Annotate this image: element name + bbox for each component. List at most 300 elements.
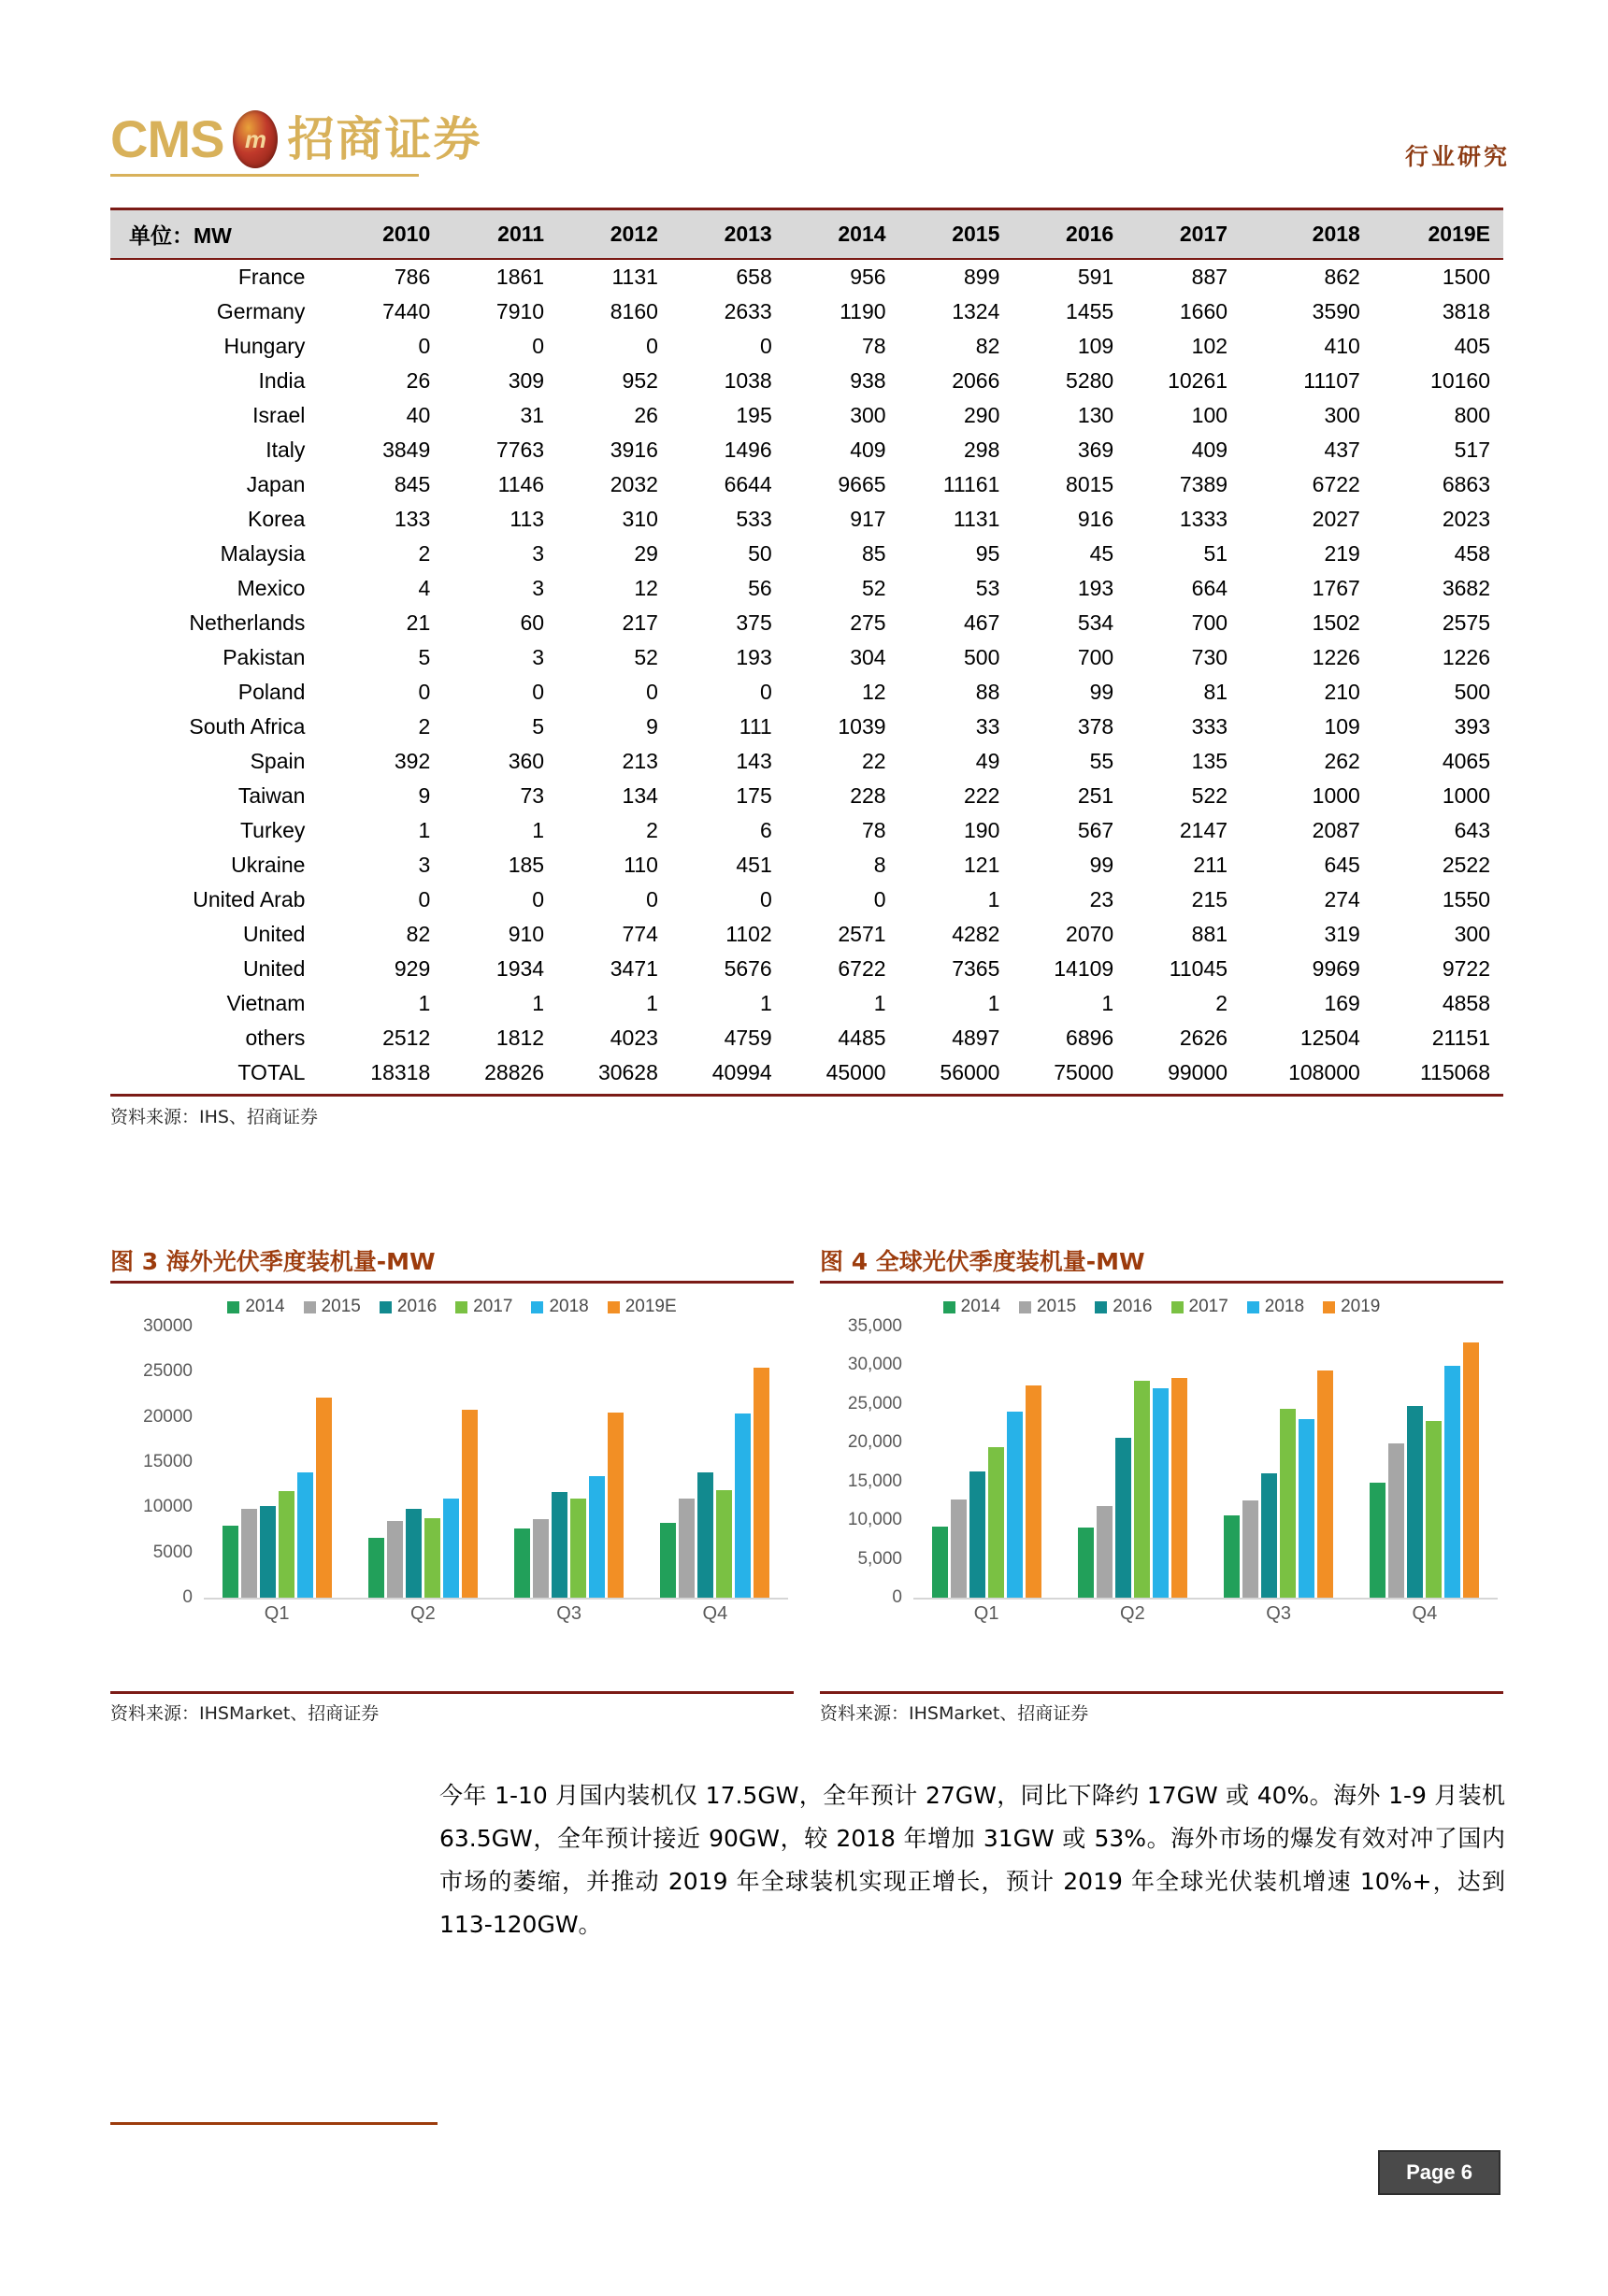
table-cell-value: 300 [1324, 403, 1360, 427]
table-row [110, 1021, 1503, 1055]
table-cell-value: 360 [508, 749, 545, 773]
legend-label: 2018 [549, 1297, 589, 1316]
figure-source-note: 资料来源：IHSMarket、招商证券 [820, 1703, 1089, 1724]
x-axis [204, 1603, 788, 1625]
table-cell-value: 658 [736, 265, 772, 289]
figure-title: 图 3 海外光伏季度装机量-MW [110, 1248, 436, 1275]
bar-2016-Q2 [406, 1509, 422, 1598]
table-cell-value: 2070 [1066, 922, 1114, 946]
table-row [110, 710, 1503, 744]
legend-label: 2015 [321, 1297, 361, 1316]
bar-2017-Q4 [716, 1490, 732, 1598]
table-cell-value: 862 [1324, 265, 1360, 289]
table-cell-value: 5 [532, 714, 545, 739]
table-cell-value: 1131 [953, 507, 1000, 531]
table-cell-value: 274 [1324, 887, 1360, 911]
table-cell-country: Taiwan [237, 783, 306, 808]
table-cell-country: TOTAL [110, 1055, 329, 1096]
table-cell-country: Spain [250, 749, 306, 773]
figures-row [110, 1243, 1503, 1725]
table-cell-value: 133 [394, 507, 431, 531]
figure-source-note: 资料来源：IHSMarket、招商证券 [110, 1703, 380, 1724]
bar-2018-Q1 [297, 1472, 313, 1598]
table-col-2016: 2016 [1012, 209, 1127, 260]
legend-swatch-icon [1019, 1301, 1031, 1313]
table-cell-value: 2 [1215, 991, 1228, 1015]
table-row [110, 502, 1503, 537]
table-cell-country: United [242, 956, 306, 981]
bar-group-Q3 [514, 1327, 624, 1598]
table-cell-value: 115068 [1373, 1055, 1503, 1096]
body-paragraph: 今年 1-10 月国内装机仅 17.5GW，全年预计 27GW，同比下降约 17GW 或 40%。海外 1-9 月装机 63.5GW，全年预计接近 90GW，较 2018 年增加 31GW 或 53%。海外市场的爆发有效对冲了国内市场的萎缩，并推动 2019 年全球装机实现正增长，预计 2019 年全球光伏装机增速 10%+，达到 113-120GW。 [439, 1782, 1505, 1938]
table-cell-value: 3471 [610, 956, 658, 981]
table-cell-country: Mexico [237, 576, 306, 600]
y-axis-tick: 5000 [152, 1542, 193, 1562]
x-axis [913, 1603, 1498, 1625]
bar-2016-Q2 [1115, 1438, 1131, 1598]
table-cell-value: 938 [850, 368, 886, 393]
table-cell-value: 56 [748, 576, 772, 600]
legend-item-2017 [1171, 1297, 1228, 1317]
table-cell-value: 169 [1324, 991, 1360, 1015]
table-row [110, 883, 1503, 917]
plot-area [110, 1316, 794, 1635]
table-cell-value: 1102 [725, 922, 772, 946]
table-cell-value: 517 [1454, 438, 1490, 462]
table-cell-value: 4485 [838, 1026, 886, 1050]
table-cell-value: 95 [975, 541, 1000, 566]
table-cell-value: 60 [520, 610, 545, 635]
bar-2016-Q3 [552, 1492, 567, 1598]
table-cell-value: 410 [1324, 334, 1360, 358]
table-cell-value: 643 [1454, 818, 1490, 842]
table-cell-value: 121 [964, 853, 1000, 877]
table-cell-value: 6722 [838, 956, 886, 981]
bar-2019E-Q3 [608, 1413, 624, 1598]
table-col-2011: 2011 [443, 209, 557, 260]
table-cell-value: 26 [634, 403, 658, 427]
bar-2019E-Q1 [316, 1398, 332, 1598]
table-cell-value: 5 [418, 645, 431, 669]
bar-2015-Q4 [679, 1499, 695, 1598]
table-row [110, 294, 1503, 329]
table-cell-value: 1 [873, 991, 886, 1015]
table-col-unit: 单位：MW [110, 209, 329, 260]
table-cell-value: 78 [861, 818, 886, 842]
legend-label: 2018 [1264, 1297, 1305, 1316]
table-cell-value: 467 [964, 610, 1000, 635]
table-cell-value: 5676 [724, 956, 772, 981]
table-cell-value: 190 [964, 818, 1000, 842]
table-cell-value: 130 [1077, 403, 1114, 427]
legend-swatch-icon [608, 1301, 620, 1313]
table-cell-value: 7763 [495, 438, 545, 462]
table-cell-value: 11161 [942, 472, 1000, 496]
table-body [110, 259, 1503, 1096]
table-cell-value: 9722 [1442, 956, 1490, 981]
table-cell-value: 451 [736, 853, 772, 877]
table-cell-value: 375 [736, 610, 772, 635]
table-cell-country: Italy [266, 438, 306, 462]
y-axis-tick: 5,000 [857, 1548, 902, 1569]
table-cell-value: 10261 [1168, 368, 1228, 393]
table-cell-value: 1146 [497, 472, 545, 496]
table-cell-value: 1190 [840, 299, 886, 323]
table-cell-value: 40994 [671, 1055, 785, 1096]
legend-swatch-icon [943, 1301, 955, 1313]
legend-item-2016 [1095, 1297, 1152, 1317]
table-cell-value: 2522 [1442, 853, 1490, 877]
table-source-note: 资料来源：IHS、招商证券 [110, 1107, 318, 1127]
table-col-2019E: 2019E [1373, 209, 1503, 260]
table-cell-value: 4065 [1442, 749, 1490, 773]
table-cell-value: 1496 [724, 438, 772, 462]
bar-2017-Q3 [1280, 1409, 1296, 1598]
bars-area [204, 1327, 788, 1600]
table-cell-value: 2512 [382, 1026, 431, 1050]
table-col-2015: 2015 [899, 209, 1013, 260]
table-cell-value: 9 [418, 783, 431, 808]
bar-2014-Q2 [368, 1538, 384, 1598]
table-cell-value: 2626 [1179, 1026, 1228, 1050]
bar-chart [820, 1284, 1503, 1689]
legend-label: 2017 [473, 1297, 513, 1316]
x-axis-tick: Q2 [1120, 1603, 1145, 1624]
bar-2019-Q1 [1026, 1385, 1041, 1598]
table-cell-value: 2027 [1312, 507, 1360, 531]
table-cell-value: 21 [406, 610, 431, 635]
y-axis-tick: 20000 [143, 1406, 193, 1427]
table-cell-value: 0 [759, 680, 772, 704]
table-cell-value: 40 [406, 403, 431, 427]
page-header [0, 0, 1608, 187]
table-cell-value: 929 [394, 956, 431, 981]
table-cell-country: Ukraine [231, 853, 306, 877]
table-cell-value: 4282 [952, 922, 1000, 946]
table-cell-value: 5280 [1066, 368, 1114, 393]
bar-2017-Q2 [424, 1518, 440, 1598]
table-cell-value: 1 [759, 991, 772, 1015]
table-cell-country: Germany [216, 299, 306, 323]
bar-2014-Q3 [1224, 1515, 1240, 1598]
table-row [110, 848, 1503, 883]
table-cell-value: 195 [736, 403, 772, 427]
table-cell-value: 28826 [443, 1055, 557, 1096]
table-cell-value: 9 [646, 714, 658, 739]
table-cell-value: 215 [1191, 887, 1228, 911]
table-row [110, 779, 1503, 813]
table-cell-value: 2066 [952, 368, 1000, 393]
table-cell-value: 0 [873, 887, 886, 911]
table-cell-value: 6896 [1066, 1026, 1114, 1050]
table-cell-value: 0 [759, 334, 772, 358]
y-axis-tick: 10,000 [847, 1510, 902, 1530]
table-cell-value: 4 [418, 576, 431, 600]
table-cell-value: 75000 [1012, 1055, 1127, 1096]
table-cell-value: 100 [1191, 403, 1228, 427]
table-cell-value: 99 [1089, 680, 1114, 704]
legend-label: 2014 [960, 1297, 1000, 1316]
table-cell-value: 2633 [724, 299, 772, 323]
bar-2018-Q3 [589, 1476, 605, 1598]
table-row [110, 917, 1503, 952]
table-cell-value: 786 [394, 265, 431, 289]
table-cell-value: 730 [1191, 645, 1228, 669]
table-cell-value: 99000 [1127, 1055, 1241, 1096]
bar-2019E-Q2 [462, 1410, 478, 1598]
table-cell-value: 591 [1077, 265, 1114, 289]
legend-item-2015 [304, 1297, 361, 1317]
table-row [110, 329, 1503, 364]
bar-2016-Q3 [1261, 1473, 1277, 1598]
table-cell-value: 0 [418, 334, 431, 358]
bar-2019E-Q4 [754, 1368, 769, 1599]
table-cell-value: 88 [975, 680, 1000, 704]
table-cell-value: 300 [1454, 922, 1490, 946]
table-cell-value: 9665 [838, 472, 886, 496]
table-cell-value: 500 [1454, 680, 1490, 704]
table-cell-country: Korea [248, 507, 306, 531]
table-cell-value: 3682 [1442, 576, 1490, 600]
table-cell-value: 217 [622, 610, 658, 635]
table-cell-value: 290 [964, 403, 1000, 427]
table-cell-value: 956 [850, 265, 886, 289]
table-cell-value: 309 [508, 368, 545, 393]
table-cell-value: 304 [850, 645, 886, 669]
table-cell-country: United [242, 922, 306, 946]
bar-2018-Q3 [1299, 1419, 1314, 1598]
table-cell-value: 0 [532, 680, 545, 704]
table-cell-value: 2 [646, 818, 658, 842]
table-cell-value: 887 [1191, 265, 1228, 289]
table-row [110, 398, 1503, 433]
y-axis-tick: 0 [182, 1587, 193, 1607]
table-cell-value: 14109 [1054, 956, 1114, 981]
table-cell-value: 45000 [785, 1055, 899, 1096]
table-row [110, 813, 1503, 848]
table-cell-value: 6722 [1312, 472, 1360, 496]
table-cell-value: 700 [1191, 610, 1228, 635]
table-cell-value: 910 [508, 922, 545, 946]
table-cell-value: 952 [622, 368, 658, 393]
table-cell-value: 23 [1089, 887, 1114, 911]
table-cell-value: 1000 [1442, 783, 1490, 808]
table-cell-value: 210 [1324, 680, 1360, 704]
legend-item-2014 [227, 1297, 284, 1317]
table-cell-value: 1038 [724, 368, 772, 393]
table-row [110, 1055, 1503, 1096]
bar-2018-Q4 [1444, 1366, 1460, 1598]
table-cell-value: 2 [418, 714, 431, 739]
x-axis-tick: Q4 [1412, 1603, 1438, 1624]
table-cell-value: 52 [861, 576, 886, 600]
table-cell-value: 12504 [1299, 1026, 1360, 1050]
table-cell-value: 82 [975, 334, 1000, 358]
table-cell-value: 0 [759, 887, 772, 911]
table-cell-country: Japan [246, 472, 306, 496]
y-axis-tick: 30000 [143, 1316, 193, 1336]
table-cell-country: Turkey [239, 818, 306, 842]
table-cell-value: 500 [964, 645, 1000, 669]
table-row [110, 364, 1503, 398]
table-cell-value: 12 [634, 576, 658, 600]
table-cell-value: 1 [532, 818, 545, 842]
table-cell-value: 1 [418, 818, 431, 842]
table-cell-value: 1 [532, 991, 545, 1015]
legend-swatch-icon [380, 1301, 392, 1313]
table-cell-value: 6863 [1442, 472, 1490, 496]
bar-group-Q1 [223, 1327, 332, 1598]
table-cell-value: 81 [1203, 680, 1228, 704]
bar-2018-Q1 [1007, 1412, 1023, 1598]
table-cell-value: 2087 [1312, 818, 1360, 842]
table-cell-value: 4759 [724, 1026, 772, 1050]
table-col-2013: 2013 [671, 209, 785, 260]
x-axis-tick: Q2 [410, 1603, 436, 1624]
table-cell-value: 193 [736, 645, 772, 669]
table-row [110, 952, 1503, 986]
bar-2017-Q1 [988, 1447, 1004, 1598]
section-label: 行业研究 [1404, 143, 1510, 170]
table-cell-value: 4023 [610, 1026, 658, 1050]
table-cell-value: 113 [510, 507, 545, 531]
table-cell-value: 45 [1089, 541, 1114, 566]
table-row [110, 606, 1503, 640]
x-axis-tick: Q1 [264, 1603, 290, 1624]
bar-2016-Q1 [969, 1471, 985, 1598]
table-cell-value: 916 [1077, 507, 1114, 531]
page-number-badge: Page 6 [1378, 2150, 1500, 2195]
legend-swatch-icon [455, 1301, 467, 1313]
legend-label: 2016 [396, 1297, 438, 1316]
table-cell-value: 1812 [495, 1026, 545, 1050]
legend-item-2018 [1247, 1297, 1304, 1317]
table-cell-value: 135 [1191, 749, 1228, 773]
legend-item-2017 [455, 1297, 512, 1317]
bar-2015-Q2 [1097, 1506, 1113, 1598]
table-cell-value: 319 [1324, 922, 1360, 946]
table-cell-country: United Arab [193, 887, 306, 911]
bar-2019-Q2 [1171, 1378, 1187, 1598]
table-cell-value: 8015 [1066, 472, 1114, 496]
legend-item-2018 [531, 1297, 588, 1317]
legend-item-2014 [943, 1297, 1000, 1317]
bar-2015-Q3 [1242, 1500, 1258, 1598]
bar-group-Q1 [932, 1327, 1041, 1598]
installation-table [110, 208, 1503, 1097]
legend-label: 2014 [245, 1297, 285, 1316]
figure-2 [820, 1243, 1503, 1725]
table-cell-value: 3 [532, 576, 545, 600]
table-cell-value: 1455 [1066, 299, 1114, 323]
table-cell-country: Hungary [223, 334, 306, 358]
table-cell-value: 102 [1191, 334, 1228, 358]
table-cell-country: Israel [252, 403, 306, 427]
legend-swatch-icon [1171, 1301, 1184, 1313]
table-col-2017: 2017 [1127, 209, 1241, 260]
table-cell-value: 22 [861, 749, 886, 773]
bar-chart [110, 1284, 794, 1689]
bar-2016-Q4 [697, 1472, 713, 1598]
bar-2014-Q3 [514, 1528, 530, 1598]
legend-item-2019E [608, 1297, 677, 1317]
bar-group-Q4 [1370, 1327, 1479, 1598]
table-cell-value: 392 [394, 749, 431, 773]
table-header-row [110, 209, 1503, 260]
bar-2014-Q4 [1370, 1483, 1385, 1598]
table-cell-value: 3849 [382, 438, 431, 462]
bar-2014-Q2 [1078, 1528, 1094, 1598]
chart-legend [820, 1297, 1503, 1327]
table-cell-value: 11045 [1169, 956, 1228, 981]
bar-2014-Q4 [660, 1523, 676, 1598]
table-row [110, 537, 1503, 571]
legend-label: 2019E [625, 1297, 677, 1316]
table-cell-value: 51 [1203, 541, 1228, 566]
table-cell-value: 1333 [1179, 507, 1228, 531]
table-cell-value: 251 [1077, 783, 1114, 808]
cms-logo [110, 110, 481, 168]
x-axis-tick: Q4 [702, 1603, 728, 1624]
legend-swatch-icon [304, 1301, 316, 1313]
logo-underline [110, 174, 419, 177]
table-cell-value: 369 [1077, 438, 1114, 462]
table-cell-value: 2575 [1442, 610, 1490, 635]
table-cell-value: 3 [532, 645, 545, 669]
table-cell-value: 881 [1191, 922, 1228, 946]
table-cell-value: 1226 [1442, 645, 1490, 669]
table-cell-value: 1550 [1442, 887, 1490, 911]
y-axis-tick: 0 [892, 1587, 902, 1607]
y-axis [110, 1316, 200, 1607]
footer-rule [110, 2122, 438, 2125]
table-row [110, 433, 1503, 467]
bar-2018-Q4 [735, 1413, 751, 1598]
bar-2018-Q2 [443, 1499, 459, 1598]
table-cell-value: 2032 [610, 472, 658, 496]
table-row [110, 571, 1503, 606]
table-cell-value: 458 [1454, 541, 1490, 566]
table-cell-value: 534 [1077, 610, 1114, 635]
table-cell-value: 52 [634, 645, 658, 669]
table-cell-value: 437 [1324, 438, 1360, 462]
table-cell-value: 1861 [495, 265, 545, 289]
table-cell-country: Malaysia [220, 541, 306, 566]
table-cell-value: 7910 [495, 299, 545, 323]
table-cell-value: 1 [1101, 991, 1114, 1015]
table-cell-value: 1131 [611, 265, 658, 289]
table-cell-value: 1324 [952, 299, 1000, 323]
table-cell-value: 0 [418, 887, 431, 911]
table-cell-value: 409 [850, 438, 886, 462]
legend-swatch-icon [531, 1301, 543, 1313]
bar-2019-Q4 [1463, 1342, 1479, 1598]
table-cell-value: 8160 [610, 299, 658, 323]
table-cell-value: 0 [532, 334, 545, 358]
table-cell-value: 7440 [382, 299, 431, 323]
table-cell-value: 33 [975, 714, 1000, 739]
table-cell-value: 800 [1454, 403, 1490, 427]
table-cell-value: 2023 [1442, 507, 1490, 531]
table-cell-value: 1502 [1312, 610, 1360, 635]
table-cell-value: 405 [1454, 334, 1490, 358]
table-row [110, 744, 1503, 779]
table-cell-value: 73 [520, 783, 545, 808]
table-cell-value: 6644 [724, 472, 772, 496]
table-cell-value: 50 [748, 541, 772, 566]
table-cell-value: 664 [1191, 576, 1228, 600]
table-cell-country: Netherlands [189, 610, 306, 635]
